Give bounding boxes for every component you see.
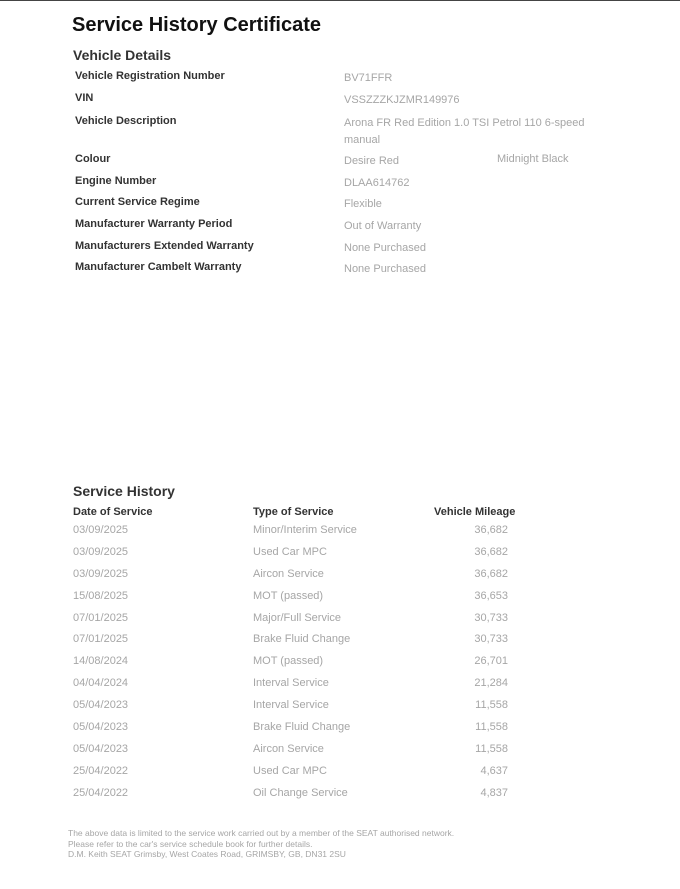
column-header-type: Type of Service — [253, 506, 334, 518]
footer-disclaimer — [68, 828, 454, 860]
service-type: Brake Fluid Change — [253, 633, 351, 646]
service-mileage: 30,733 — [474, 611, 508, 624]
detail-label: Current Service Regime — [75, 196, 200, 208]
service-date: 03/09/2025 — [73, 524, 129, 536]
footer-line: Please refer to the car's service schedule book for further details. — [68, 838, 313, 849]
detail-value: Flexible — [344, 198, 382, 210]
service-type: MOT (passed) — [253, 589, 324, 602]
service-date: 05/04/2023 — [73, 699, 129, 712]
service-mileage: 36,682 — [474, 524, 508, 536]
service-mileage: 4,637 — [480, 764, 508, 777]
table-row — [73, 699, 633, 721]
service-mileage: 11,558 — [475, 699, 508, 712]
service-mileage: 36,653 — [474, 589, 508, 602]
table-row — [73, 524, 633, 546]
service-type: MOT (passed) — [253, 655, 324, 668]
detail-row-extended-warranty — [75, 240, 635, 261]
service-date: 25/04/2022 — [73, 764, 129, 777]
service-date: 03/09/2025 — [73, 545, 129, 558]
service-date: 04/04/2024 — [73, 677, 129, 690]
vehicle-details-heading: Vehicle Details — [73, 47, 172, 63]
detail-label: Manufacturers Extended Warranty — [75, 240, 254, 252]
detail-value: Arona FR Red Edition 1.0 TSI Petrol 110 6-speed manual — [344, 117, 585, 146]
table-row — [73, 568, 633, 590]
detail-label: Manufacturer Warranty Period — [75, 218, 233, 230]
table-row — [73, 633, 633, 655]
service-date: 25/04/2022 — [73, 786, 129, 799]
detail-label: Vehicle Registration Number — [75, 70, 225, 82]
service-date: 07/01/2025 — [73, 611, 129, 624]
table-row — [73, 677, 633, 699]
detail-row-vin — [75, 92, 635, 115]
service-date: 05/04/2023 — [73, 742, 129, 755]
service-type: Brake Fluid Change — [253, 721, 351, 734]
service-date: 07/01/2025 — [73, 633, 129, 646]
detail-row-warranty — [75, 218, 635, 240]
detail-row-engine — [75, 175, 635, 196]
service-type: Interval Service — [253, 677, 329, 690]
service-type: Aircon Service — [253, 742, 324, 755]
table-row — [73, 743, 633, 765]
table-row — [73, 765, 633, 787]
service-type: Used Car MPC — [253, 764, 327, 777]
detail-value: None Purchased — [344, 242, 426, 254]
table-header-row — [73, 506, 633, 524]
table-row — [73, 546, 633, 568]
detail-label: Colour — [75, 153, 111, 165]
service-date: 14/08/2024 — [73, 655, 129, 668]
page-title: Service History Certificate — [72, 14, 322, 36]
detail-row-colour — [75, 153, 635, 175]
service-type: Minor/Interim Service — [253, 524, 357, 536]
detail-row-cambelt-warranty — [75, 261, 635, 283]
service-type: Aircon Service — [253, 567, 324, 580]
detail-row-description — [75, 115, 635, 153]
service-mileage: 36,682 — [474, 567, 508, 580]
detail-label: VIN — [75, 92, 94, 104]
service-history-table — [73, 506, 633, 809]
detail-label: Manufacturer Cambelt Warranty — [75, 261, 242, 273]
service-mileage: 36,682 — [474, 545, 508, 558]
table-row — [73, 590, 633, 612]
service-type: Used Car MPC — [253, 545, 327, 558]
detail-value: Desire Red — [344, 155, 400, 167]
table-row — [73, 721, 633, 743]
service-mileage: 11,558 — [475, 742, 508, 755]
service-mileage: 4,837 — [480, 786, 508, 799]
detail-label: Engine Number — [75, 175, 157, 187]
service-type: Oil Change Service — [253, 786, 348, 799]
detail-value: BV71FFR — [344, 72, 393, 84]
column-header-mileage: Vehicle Mileage — [434, 506, 516, 518]
vehicle-details-list — [75, 70, 635, 283]
detail-value: DLAA614762 — [344, 177, 410, 189]
service-mileage: 21,284 — [474, 677, 508, 690]
table-row — [73, 787, 633, 809]
column-header-date: Date of Service — [73, 506, 153, 518]
footer-line: The above data is limited to the service work carried out by a member of the SEAT authorised network. — [68, 828, 455, 838]
detail-value-secondary: Midnight Black — [497, 153, 569, 165]
table-row — [73, 655, 633, 677]
detail-row-regime — [75, 196, 635, 218]
service-date: 05/04/2023 — [73, 721, 129, 734]
table-row — [73, 612, 633, 634]
top-rule — [0, 0, 680, 1]
service-date: 15/08/2025 — [73, 589, 129, 602]
detail-label: Vehicle Description — [75, 115, 177, 127]
service-type: Interval Service — [253, 699, 329, 712]
detail-value: VSSZZZKJZMR149976 — [344, 94, 460, 106]
service-mileage: 30,733 — [474, 633, 508, 646]
detail-row-registration — [75, 70, 635, 92]
service-mileage: 26,701 — [474, 655, 508, 668]
detail-value: Out of Warranty — [344, 220, 422, 232]
service-date: 03/09/2025 — [73, 567, 129, 580]
service-type: Major/Full Service — [253, 611, 342, 624]
detail-value: None Purchased — [344, 263, 426, 275]
service-history-heading: Service History — [73, 483, 175, 499]
service-mileage: 11,558 — [475, 721, 508, 734]
dealer-address: D.M. Keith SEAT Grimsby, West Coates Road, GRIMSBY, GB, DN31 2SU — [68, 849, 346, 859]
